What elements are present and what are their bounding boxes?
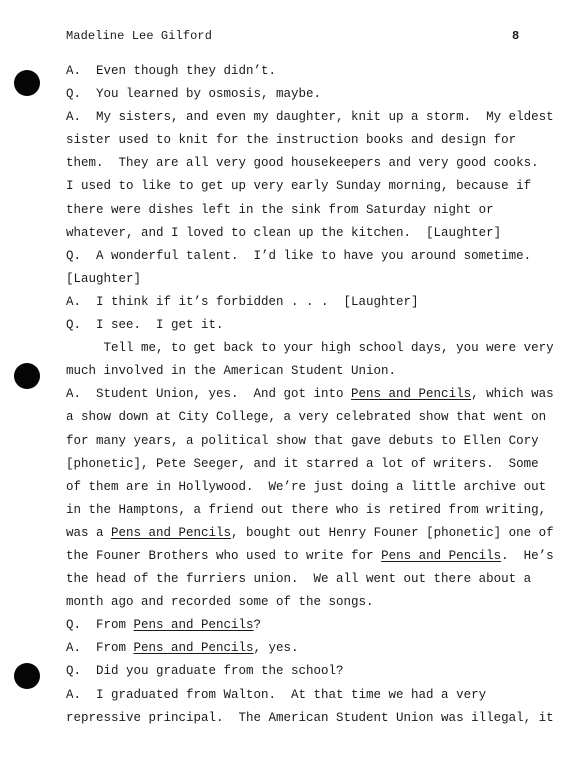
transcript-line (66, 476, 547, 499)
transcript-line (66, 660, 536, 683)
text-segment: Q. You learned by osmosis, maybe. (66, 87, 322, 102)
text-segment: A. Student Union, yes. And got into (66, 387, 352, 402)
underlined-title: Pens and Pencils (381, 548, 502, 563)
text-segment: sister used to knit for the instruction books and design for (66, 133, 517, 148)
transcript-line (66, 83, 536, 106)
transcript-line (66, 637, 536, 660)
text-segment: Q. I see. I get it. (66, 318, 224, 333)
transcript-line (66, 129, 536, 152)
transcript-line (66, 453, 539, 476)
transcript-line (66, 222, 536, 245)
text-segment: [phonetic], Pete Seeger, and it starred a lot of writers. Some (66, 456, 539, 471)
text-segment: A. I graduated from Walton. At that time we had a very (66, 687, 487, 702)
header-interviewee-name: Madeline Lee Gilford (66, 29, 213, 43)
transcript-line (66, 199, 536, 222)
text-segment: Q. Did you graduate from the school? (66, 664, 344, 679)
text-segment: , yes. (253, 641, 299, 656)
punch-hole-bottom (14, 663, 40, 689)
transcript-line (66, 591, 536, 614)
text-segment: them. They are all very good housekeepers and very good cooks. (66, 156, 539, 171)
transcript-line (66, 614, 536, 637)
transcript-line (66, 60, 536, 83)
transcript-line (66, 106, 554, 129)
transcript-line (66, 152, 539, 175)
text-segment: A. My sisters, and even my daughter, knit up a storm. My eldest (66, 110, 554, 125)
transcript-line (66, 291, 536, 314)
underlined-title: Pens and Pencils (351, 387, 472, 402)
transcript-line (66, 707, 554, 730)
text-segment: of them are in Hollywood. We’re just doing a little archive out (66, 479, 547, 494)
text-segment: , which was (471, 387, 554, 402)
text-segment: A. I think if it’s forbidden . . . [Laughter] (66, 294, 419, 309)
text-segment: whatever, and I loved to clean up the kitchen. [Laughter] (66, 225, 502, 240)
transcript-line (66, 337, 554, 360)
underlined-title: Pens and Pencils (111, 525, 232, 540)
text-segment: , bought out Henry Founer [phonetic] one of (231, 525, 554, 540)
text-segment: much involved in the American Student Union. (66, 364, 397, 379)
transcript-line (66, 268, 536, 291)
transcript-line (66, 568, 536, 591)
text-segment: Q. A wonderful talent. I’d like to have you around sometime. (66, 248, 532, 263)
punch-hole-top (14, 70, 40, 96)
transcript-line (66, 383, 554, 406)
transcript-line (66, 545, 554, 568)
underlined-title: Pens and Pencils (133, 641, 254, 656)
text-segment: repressive principal. The American Student Union was illegal, it (66, 710, 554, 725)
text-segment: Tell me, to get back to your high school days, you were very (66, 341, 554, 356)
transcript-line (66, 406, 547, 429)
text-segment: in the Hamptons, a friend out there who is retired from writing, (66, 502, 547, 517)
transcript-line (66, 360, 536, 383)
transcript-line (66, 684, 536, 707)
transcript-line (66, 430, 539, 453)
punch-hole-middle (14, 363, 40, 389)
transcript-line (66, 499, 547, 522)
text-segment: for many years, a political show that gave debuts to Ellen Cory (66, 433, 539, 448)
text-segment: a show down at City College, a very celebrated show that went on (66, 410, 547, 425)
text-segment: Q. From (66, 618, 134, 633)
transcript-line (66, 314, 536, 337)
text-segment: I used to like to get up very early Sunday morning, because if (66, 179, 532, 194)
text-segment: . He’s (501, 548, 554, 563)
transcript-body (66, 60, 554, 730)
transcript-line (66, 245, 536, 268)
text-segment: there were dishes left in the sink from Saturday night or (66, 202, 494, 217)
text-segment: [Laughter] (66, 271, 142, 286)
text-segment: month ago and recorded some of the songs. (66, 595, 374, 610)
transcript-line (66, 522, 554, 545)
text-segment: A. From (66, 641, 134, 656)
text-segment: ? (253, 618, 262, 633)
underlined-title: Pens and Pencils (133, 618, 254, 633)
transcript-line (66, 175, 536, 198)
header-page-number: 8 (512, 29, 520, 43)
text-segment: the head of the furriers union. We all went out there about a (66, 572, 532, 587)
text-segment: was a (66, 525, 112, 540)
text-segment: the Founer Brothers who used to write for (66, 548, 382, 563)
text-segment: A. Even though they didn’t. (66, 64, 277, 78)
